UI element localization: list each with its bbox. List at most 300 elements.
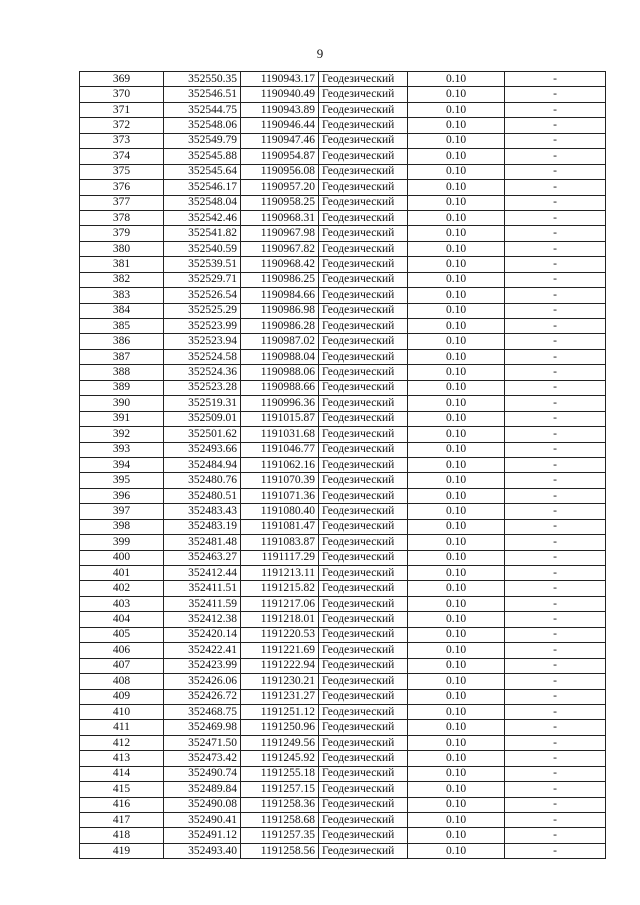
y-coordinate-cell: 1191071.36 (241, 488, 319, 503)
y-coordinate-cell: 1190956.08 (241, 164, 319, 179)
method-cell: Геодезический (319, 473, 408, 488)
table-row (80, 766, 606, 781)
y-coordinate-cell: 1191081.47 (241, 519, 319, 534)
y-coordinate-cell: 1191231.27 (241, 689, 319, 704)
x-coordinate-cell: 352546.51 (164, 87, 241, 102)
accuracy-cell: 0.10 (408, 519, 505, 534)
method-cell: Геодезический (319, 457, 408, 472)
point-number-cell: 394 (80, 457, 164, 472)
point-number-cell: 401 (80, 566, 164, 581)
point-number-cell: 388 (80, 365, 164, 380)
method-cell: Геодезический (319, 658, 408, 673)
note-cell: - (505, 782, 606, 797)
point-number-cell: 382 (80, 272, 164, 287)
note-cell: - (505, 643, 606, 658)
point-number-cell: 380 (80, 241, 164, 256)
note-cell: - (505, 349, 606, 364)
x-coordinate-cell: 352468.75 (164, 704, 241, 719)
x-coordinate-cell: 352420.14 (164, 627, 241, 642)
y-coordinate-cell: 1191258.36 (241, 797, 319, 812)
x-coordinate-cell: 352542.46 (164, 210, 241, 225)
x-coordinate-cell: 352524.58 (164, 349, 241, 364)
accuracy-cell: 0.10 (408, 735, 505, 750)
accuracy-cell: 0.10 (408, 257, 505, 272)
method-cell: Геодезический (319, 643, 408, 658)
accuracy-cell: 0.10 (408, 782, 505, 797)
coordinates-table-body (80, 72, 606, 859)
y-coordinate-cell: 1191015.87 (241, 411, 319, 426)
method-cell: Геодезический (319, 488, 408, 503)
point-number-cell: 408 (80, 674, 164, 689)
table-row (80, 504, 606, 519)
point-number-cell: 378 (80, 210, 164, 225)
x-coordinate-cell: 352550.35 (164, 72, 241, 87)
table-row (80, 550, 606, 565)
accuracy-cell: 0.10 (408, 704, 505, 719)
y-coordinate-cell: 1191083.87 (241, 535, 319, 550)
y-coordinate-cell: 1190943.17 (241, 72, 319, 87)
table-row (80, 735, 606, 750)
x-coordinate-cell: 352539.51 (164, 257, 241, 272)
accuracy-cell: 0.10 (408, 504, 505, 519)
point-number-cell: 397 (80, 504, 164, 519)
x-coordinate-cell: 352411.59 (164, 596, 241, 611)
note-cell: - (505, 102, 606, 117)
table-row (80, 813, 606, 828)
accuracy-cell: 0.10 (408, 535, 505, 550)
note-cell: - (505, 751, 606, 766)
method-cell: Геодезический (319, 627, 408, 642)
table-row (80, 365, 606, 380)
x-coordinate-cell: 352480.51 (164, 488, 241, 503)
x-coordinate-cell: 352549.79 (164, 133, 241, 148)
y-coordinate-cell: 1191218.01 (241, 612, 319, 627)
y-coordinate-cell: 1191250.96 (241, 720, 319, 735)
x-coordinate-cell: 352501.62 (164, 427, 241, 442)
table-row (80, 843, 606, 858)
accuracy-cell: 0.10 (408, 473, 505, 488)
note-cell: - (505, 627, 606, 642)
x-coordinate-cell: 352490.08 (164, 797, 241, 812)
note-cell: - (505, 288, 606, 303)
point-number-cell: 376 (80, 180, 164, 195)
point-number-cell: 413 (80, 751, 164, 766)
accuracy-cell: 0.10 (408, 766, 505, 781)
point-number-cell: 369 (80, 72, 164, 87)
note-cell: - (505, 735, 606, 750)
table-row (80, 674, 606, 689)
x-coordinate-cell: 352524.36 (164, 365, 241, 380)
accuracy-cell: 0.10 (408, 180, 505, 195)
accuracy-cell: 0.10 (408, 365, 505, 380)
x-coordinate-cell: 352493.40 (164, 843, 241, 858)
point-number-cell: 389 (80, 380, 164, 395)
point-number-cell: 419 (80, 843, 164, 858)
accuracy-cell: 0.10 (408, 828, 505, 843)
table-row (80, 596, 606, 611)
method-cell: Геодезический (319, 442, 408, 457)
x-coordinate-cell: 352548.06 (164, 118, 241, 133)
accuracy-cell: 0.10 (408, 303, 505, 318)
point-number-cell: 372 (80, 118, 164, 133)
point-number-cell: 395 (80, 473, 164, 488)
point-number-cell: 403 (80, 596, 164, 611)
table-row (80, 272, 606, 287)
note-cell: - (505, 488, 606, 503)
note-cell: - (505, 72, 606, 87)
note-cell: - (505, 303, 606, 318)
table-row (80, 164, 606, 179)
table-row (80, 457, 606, 472)
accuracy-cell: 0.10 (408, 272, 505, 287)
note-cell: - (505, 797, 606, 812)
y-coordinate-cell: 1190954.87 (241, 149, 319, 164)
note-cell: - (505, 442, 606, 457)
point-number-cell: 416 (80, 797, 164, 812)
x-coordinate-cell: 352412.44 (164, 566, 241, 581)
table-row (80, 210, 606, 225)
y-coordinate-cell: 1190988.04 (241, 349, 319, 364)
table-row (80, 581, 606, 596)
note-cell: - (505, 766, 606, 781)
point-number-cell: 406 (80, 643, 164, 658)
y-coordinate-cell: 1191258.56 (241, 843, 319, 858)
point-number-cell: 386 (80, 334, 164, 349)
y-coordinate-cell: 1191220.53 (241, 627, 319, 642)
note-cell: - (505, 843, 606, 858)
point-number-cell: 374 (80, 149, 164, 164)
method-cell: Геодезический (319, 180, 408, 195)
table-row (80, 241, 606, 256)
page-number: 9 (316, 46, 324, 61)
y-coordinate-cell: 1190940.49 (241, 87, 319, 102)
y-coordinate-cell: 1191215.82 (241, 581, 319, 596)
table-row (80, 319, 606, 334)
table-row (80, 303, 606, 318)
x-coordinate-cell: 352519.31 (164, 396, 241, 411)
point-number-cell: 417 (80, 813, 164, 828)
table-row (80, 87, 606, 102)
note-cell: - (505, 504, 606, 519)
method-cell: Геодезический (319, 226, 408, 241)
accuracy-cell: 0.10 (408, 427, 505, 442)
note-cell: - (505, 473, 606, 488)
method-cell: Геодезический (319, 566, 408, 581)
accuracy-cell: 0.10 (408, 643, 505, 658)
note-cell: - (505, 566, 606, 581)
table-row (80, 566, 606, 581)
method-cell: Геодезический (319, 704, 408, 719)
note-cell: - (505, 813, 606, 828)
point-number-cell: 396 (80, 488, 164, 503)
y-coordinate-cell: 1191062.16 (241, 457, 319, 472)
y-coordinate-cell: 1191249.56 (241, 735, 319, 750)
y-coordinate-cell: 1191257.35 (241, 828, 319, 843)
point-number-cell: 385 (80, 319, 164, 334)
x-coordinate-cell: 352548.04 (164, 195, 241, 210)
note-cell: - (505, 133, 606, 148)
accuracy-cell: 0.10 (408, 612, 505, 627)
accuracy-cell: 0.10 (408, 195, 505, 210)
y-coordinate-cell: 1190968.42 (241, 257, 319, 272)
y-coordinate-cell: 1191251.12 (241, 704, 319, 719)
x-coordinate-cell: 352469.98 (164, 720, 241, 735)
y-coordinate-cell: 1190988.06 (241, 365, 319, 380)
accuracy-cell: 0.10 (408, 164, 505, 179)
accuracy-cell: 0.10 (408, 149, 505, 164)
accuracy-cell: 0.10 (408, 334, 505, 349)
accuracy-cell: 0.10 (408, 288, 505, 303)
x-coordinate-cell: 352526.54 (164, 288, 241, 303)
method-cell: Геодезический (319, 504, 408, 519)
x-coordinate-cell: 352529.71 (164, 272, 241, 287)
point-number-cell: 383 (80, 288, 164, 303)
note-cell: - (505, 457, 606, 472)
accuracy-cell: 0.10 (408, 457, 505, 472)
method-cell: Геодезический (319, 272, 408, 287)
point-number-cell: 409 (80, 689, 164, 704)
accuracy-cell: 0.10 (408, 813, 505, 828)
note-cell: - (505, 118, 606, 133)
y-coordinate-cell: 1190968.31 (241, 210, 319, 225)
x-coordinate-cell: 352493.66 (164, 442, 241, 457)
accuracy-cell: 0.10 (408, 319, 505, 334)
note-cell: - (505, 319, 606, 334)
note-cell: - (505, 550, 606, 565)
method-cell: Геодезический (319, 813, 408, 828)
point-number-cell: 392 (80, 427, 164, 442)
table-row (80, 226, 606, 241)
x-coordinate-cell: 352471.50 (164, 735, 241, 750)
table-row (80, 427, 606, 442)
table-row (80, 751, 606, 766)
note-cell: - (505, 149, 606, 164)
accuracy-cell: 0.10 (408, 226, 505, 241)
y-coordinate-cell: 1191213.11 (241, 566, 319, 581)
method-cell: Геодезический (319, 782, 408, 797)
point-number-cell: 418 (80, 828, 164, 843)
table-row (80, 473, 606, 488)
note-cell: - (505, 427, 606, 442)
point-number-cell: 377 (80, 195, 164, 210)
method-cell: Геодезический (319, 535, 408, 550)
point-number-cell: 384 (80, 303, 164, 318)
method-cell: Геодезический (319, 72, 408, 87)
accuracy-cell: 0.10 (408, 566, 505, 581)
x-coordinate-cell: 352480.76 (164, 473, 241, 488)
note-cell: - (505, 704, 606, 719)
method-cell: Геодезический (319, 550, 408, 565)
table-row (80, 118, 606, 133)
point-number-cell: 404 (80, 612, 164, 627)
method-cell: Геодезический (319, 720, 408, 735)
method-cell: Геодезический (319, 164, 408, 179)
method-cell: Геодезический (319, 288, 408, 303)
table-row (80, 411, 606, 426)
accuracy-cell: 0.10 (408, 210, 505, 225)
method-cell: Геодезический (319, 766, 408, 781)
method-cell: Геодезический (319, 519, 408, 534)
y-coordinate-cell: 1191080.40 (241, 504, 319, 519)
method-cell: Геодезический (319, 689, 408, 704)
method-cell: Геодезический (319, 87, 408, 102)
accuracy-cell: 0.10 (408, 349, 505, 364)
note-cell: - (505, 828, 606, 843)
table-row (80, 334, 606, 349)
method-cell: Геодезический (319, 411, 408, 426)
table-row (80, 180, 606, 195)
point-number-cell: 410 (80, 704, 164, 719)
x-coordinate-cell: 352483.19 (164, 519, 241, 534)
note-cell: - (505, 87, 606, 102)
method-cell: Геодезический (319, 257, 408, 272)
accuracy-cell: 0.10 (408, 596, 505, 611)
y-coordinate-cell: 1190958.25 (241, 195, 319, 210)
accuracy-cell: 0.10 (408, 658, 505, 673)
note-cell: - (505, 535, 606, 550)
method-cell: Геодезический (319, 427, 408, 442)
x-coordinate-cell: 352540.59 (164, 241, 241, 256)
y-coordinate-cell: 1191070.39 (241, 473, 319, 488)
method-cell: Геодезический (319, 751, 408, 766)
note-cell: - (505, 674, 606, 689)
method-cell: Геодезический (319, 118, 408, 133)
note-cell: - (505, 596, 606, 611)
method-cell: Геодезический (319, 319, 408, 334)
accuracy-cell: 0.10 (408, 627, 505, 642)
note-cell: - (505, 689, 606, 704)
y-coordinate-cell: 1190967.98 (241, 226, 319, 241)
note-cell: - (505, 334, 606, 349)
accuracy-cell: 0.10 (408, 797, 505, 812)
x-coordinate-cell: 352509.01 (164, 411, 241, 426)
method-cell: Геодезический (319, 396, 408, 411)
point-number-cell: 371 (80, 102, 164, 117)
table-row (80, 488, 606, 503)
point-number-cell: 411 (80, 720, 164, 735)
x-coordinate-cell: 352491.12 (164, 828, 241, 843)
accuracy-cell: 0.10 (408, 133, 505, 148)
y-coordinate-cell: 1191222.94 (241, 658, 319, 673)
method-cell: Геодезический (319, 133, 408, 148)
y-coordinate-cell: 1191031.68 (241, 427, 319, 442)
point-number-cell: 390 (80, 396, 164, 411)
x-coordinate-cell: 352523.94 (164, 334, 241, 349)
note-cell: - (505, 241, 606, 256)
x-coordinate-cell: 352544.75 (164, 102, 241, 117)
note-cell: - (505, 272, 606, 287)
x-coordinate-cell: 352481.48 (164, 535, 241, 550)
point-number-cell: 399 (80, 535, 164, 550)
accuracy-cell: 0.10 (408, 380, 505, 395)
x-coordinate-cell: 352484.94 (164, 457, 241, 472)
note-cell: - (505, 180, 606, 195)
y-coordinate-cell: 1190986.25 (241, 272, 319, 287)
note-cell: - (505, 226, 606, 241)
note-cell: - (505, 365, 606, 380)
accuracy-cell: 0.10 (408, 72, 505, 87)
x-coordinate-cell: 352426.06 (164, 674, 241, 689)
x-coordinate-cell: 352490.41 (164, 813, 241, 828)
y-coordinate-cell: 1190987.02 (241, 334, 319, 349)
accuracy-cell: 0.10 (408, 118, 505, 133)
method-cell: Геодезический (319, 210, 408, 225)
table-row (80, 612, 606, 627)
accuracy-cell: 0.10 (408, 720, 505, 735)
method-cell: Геодезический (319, 828, 408, 843)
x-coordinate-cell: 352473.42 (164, 751, 241, 766)
x-coordinate-cell: 352523.99 (164, 319, 241, 334)
note-cell: - (505, 257, 606, 272)
point-number-cell: 402 (80, 581, 164, 596)
note-cell: - (505, 411, 606, 426)
y-coordinate-cell: 1191217.06 (241, 596, 319, 611)
x-coordinate-cell: 352489.84 (164, 782, 241, 797)
table-row (80, 149, 606, 164)
accuracy-cell: 0.10 (408, 550, 505, 565)
table-row (80, 782, 606, 797)
x-coordinate-cell: 352411.51 (164, 581, 241, 596)
y-coordinate-cell: 1190957.20 (241, 180, 319, 195)
accuracy-cell: 0.10 (408, 442, 505, 457)
method-cell: Геодезический (319, 241, 408, 256)
point-number-cell: 415 (80, 782, 164, 797)
point-number-cell: 398 (80, 519, 164, 534)
y-coordinate-cell: 1190943.89 (241, 102, 319, 117)
coordinates-table (79, 71, 606, 859)
y-coordinate-cell: 1191245.92 (241, 751, 319, 766)
method-cell: Геодезический (319, 596, 408, 611)
point-number-cell: 373 (80, 133, 164, 148)
accuracy-cell: 0.10 (408, 488, 505, 503)
method-cell: Геодезический (319, 612, 408, 627)
accuracy-cell: 0.10 (408, 674, 505, 689)
point-number-cell: 381 (80, 257, 164, 272)
note-cell: - (505, 380, 606, 395)
table-row (80, 535, 606, 550)
table-row (80, 689, 606, 704)
y-coordinate-cell: 1190988.66 (241, 380, 319, 395)
x-coordinate-cell: 352463.27 (164, 550, 241, 565)
y-coordinate-cell: 1191221.69 (241, 643, 319, 658)
accuracy-cell: 0.10 (408, 396, 505, 411)
method-cell: Геодезический (319, 674, 408, 689)
table-row (80, 72, 606, 87)
method-cell: Геодезический (319, 581, 408, 596)
method-cell: Геодезический (319, 102, 408, 117)
point-number-cell: 414 (80, 766, 164, 781)
accuracy-cell: 0.10 (408, 241, 505, 256)
note-cell: - (505, 658, 606, 673)
y-coordinate-cell: 1190946.44 (241, 118, 319, 133)
point-number-cell: 375 (80, 164, 164, 179)
y-coordinate-cell: 1190967.82 (241, 241, 319, 256)
y-coordinate-cell: 1190986.28 (241, 319, 319, 334)
x-coordinate-cell: 352490.74 (164, 766, 241, 781)
table-row (80, 519, 606, 534)
accuracy-cell: 0.10 (408, 751, 505, 766)
point-number-cell: 379 (80, 226, 164, 241)
accuracy-cell: 0.10 (408, 411, 505, 426)
method-cell: Геодезический (319, 334, 408, 349)
point-number-cell: 400 (80, 550, 164, 565)
method-cell: Геодезический (319, 365, 408, 380)
table-row (80, 704, 606, 719)
method-cell: Геодезический (319, 149, 408, 164)
x-coordinate-cell: 352546.17 (164, 180, 241, 195)
x-coordinate-cell: 352545.88 (164, 149, 241, 164)
note-cell: - (505, 581, 606, 596)
